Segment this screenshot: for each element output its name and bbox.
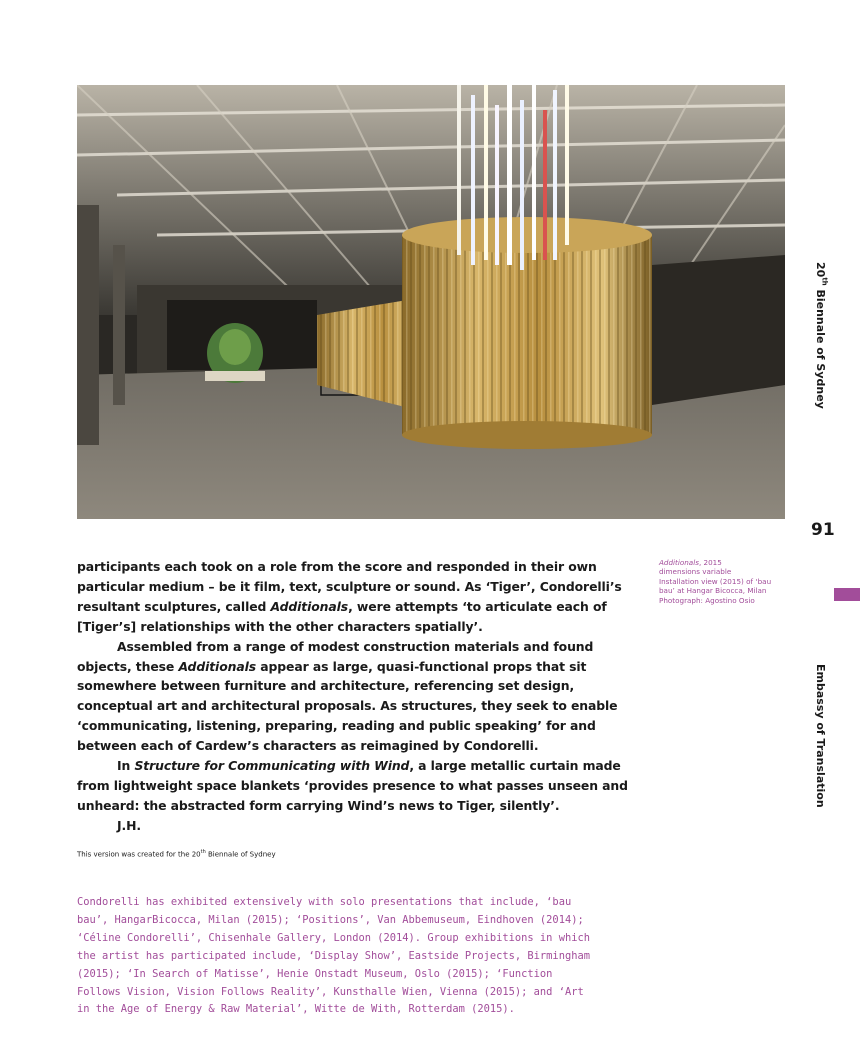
title-sup: th — [820, 277, 829, 286]
photo-caption — [659, 558, 787, 605]
bio-line: in the Age of Energy & Raw Material’, Witte de With, Rotterdam (2015). — [77, 1003, 515, 1016]
section-tab-marker — [834, 588, 860, 601]
note-text: Biennale of Sydney — [205, 850, 276, 859]
bio-line: ‘Céline Condorelli’, Chisenhale Gallery, London (2014). Group exhibitions in which — [77, 931, 590, 944]
body-text-run: appear as large, quasi-functional props that sit — [256, 658, 587, 674]
caption-line: Photograph: Agostino Osio — [659, 595, 755, 605]
body-line: conceptual art and architectural proposals. As structures, they seek to enable — [77, 698, 618, 714]
body-italic-run: Structure for Communicating with Wind — [134, 758, 410, 774]
installation-photo — [77, 85, 785, 519]
running-title — [814, 262, 829, 409]
bio-line: (2015); ‘In Search of Matisse’, Henie Onstadt Museum, Oslo (2015); ‘Function — [77, 967, 553, 980]
caption-line: bau’ at Hangar Bicocca, Milan — [659, 586, 767, 596]
bio-line: bau’, HangarBicocca, Milan (2015); ‘Positions’, Van Abbemuseum, Eindhoven (2014); — [77, 913, 584, 926]
body-line: particular medium – be it film, text, sculpture or sound. As ‘Tiger’, Condorelli’s — [77, 578, 622, 594]
body-line: Assembled from a range of modest construction materials and found — [117, 638, 594, 654]
bio-line: Condorelli has exhibited extensively with solo presentations that include, ‘bau — [77, 896, 572, 908]
title-rest: Biennale of Sydney — [814, 285, 827, 409]
caption-year: , 2015 — [698, 558, 722, 567]
body-line: participants each took on a role from the score and responded in their own — [77, 559, 597, 574]
version-note — [77, 849, 276, 858]
body-text-run: , a large metallic curtain made — [409, 758, 621, 774]
caption-title: Additionals — [659, 558, 699, 567]
body-italic-run: Additionals — [178, 658, 257, 674]
title-prefix: 20 — [814, 262, 827, 278]
note-sup: th — [200, 849, 206, 855]
body-text-run: objects, these — [77, 658, 179, 674]
body-line — [77, 756, 637, 776]
essay-body — [77, 557, 637, 836]
body-line: from lightweight space blankets ‘provides presence to what passes unseen and — [77, 777, 628, 793]
author-initials: J.H. — [117, 817, 141, 833]
caption-title-line — [659, 558, 787, 567]
caption-line: dimensions variable — [659, 567, 732, 577]
body-line — [77, 597, 637, 617]
caption-line: Installation view (2015) of ‘bau — [659, 576, 772, 586]
note-text: This version was created for the 20 — [77, 850, 201, 859]
body-text-run: In — [117, 758, 135, 774]
body-text-run: resultant sculptures, called — [77, 598, 271, 614]
body-line: unheard: the abstracted form carrying Wind’s news to Tiger, silently’. — [77, 797, 560, 813]
bio-line: the artist has participated include, ‘Display Show’, Eastside Projects, Birmingham — [77, 949, 590, 962]
body-text-run: , were attempts ‘to articulate each of — [348, 598, 607, 614]
body-line: [Tiger’s] relationships with the other characters spatially’. — [77, 618, 483, 634]
bio-line: Follows Vision, Vision Follows Reality’, Kunsthalle Wien, Vienna (2015); and ‘Art — [77, 985, 584, 998]
artist-bio — [77, 894, 647, 1019]
body-line: ‘communicating, listening, preparing, reading and public speaking’ for and — [77, 718, 596, 734]
body-line: somewhere between furniture and architecture, referencing set design, — [77, 678, 575, 694]
body-line: between each of Cardew’s characters as reimagined by Condorelli. — [77, 738, 539, 754]
body-italic-run: Additionals — [270, 598, 349, 614]
body-line — [77, 657, 637, 677]
page-number: 91 — [811, 520, 835, 540]
section-title: Embassy of Translation — [814, 664, 827, 808]
